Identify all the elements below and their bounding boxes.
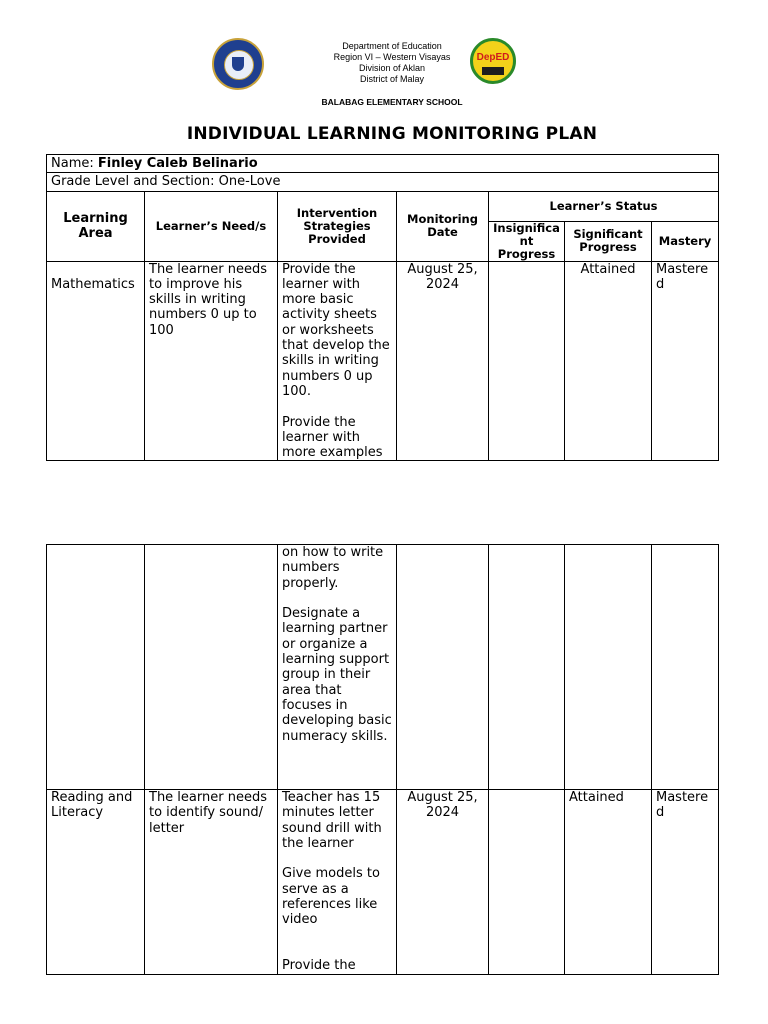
monitoring-table-page2 xyxy=(46,544,719,975)
col-needs: Learner’s Need/s xyxy=(145,191,278,261)
learner-name: Finley Caleb Belinario xyxy=(97,156,258,171)
col-insignificant: Insignifica nt Progress xyxy=(489,221,565,261)
col-mastery: Mastery xyxy=(652,221,719,261)
col-significant: Significant Progress xyxy=(565,221,652,261)
col-learning-area: Learning Area xyxy=(47,191,145,261)
deped-logo: DepED xyxy=(470,38,516,84)
cell-mastery: Mastere d xyxy=(652,261,719,461)
cell-significant: Attained xyxy=(565,261,652,461)
cell-significant: Attained xyxy=(565,790,652,975)
name-label: Name: xyxy=(51,156,98,171)
monitoring-table-page1 xyxy=(46,154,719,461)
cell-area: Mathematics xyxy=(47,261,145,461)
col-strategies: Intervention Strategies Provided xyxy=(278,191,397,261)
col-date: Monitoring Date xyxy=(397,191,489,261)
cell-date: August 25, 2024 xyxy=(397,790,489,975)
dept-line: Region VI – Western Visayas xyxy=(333,52,451,62)
cell-significant xyxy=(565,545,652,790)
cell-insignificant xyxy=(489,545,565,790)
table-row xyxy=(47,545,719,790)
page-title: INDIVIDUAL LEARNING MONITORING PLAN xyxy=(186,124,598,144)
header-row xyxy=(47,191,719,221)
cell-strategies: Teacher has 15 minutes letter sound drill with the learner Give models to serve as a references like video Provide the xyxy=(278,790,397,975)
grade-row xyxy=(47,173,719,191)
cell-date: August 25, 2024 xyxy=(397,261,489,461)
cell-insignificant xyxy=(489,261,565,461)
cell-mastery: Mastere d xyxy=(652,790,719,975)
dept-line: Department of Education xyxy=(342,41,442,51)
dept-line: District of Malay xyxy=(359,74,424,84)
cell-date xyxy=(397,545,489,790)
cell-needs: The learner needs to identify sound/ letter xyxy=(145,790,278,975)
col-status: Learner’s Status xyxy=(489,191,719,221)
cell-area: Reading and Literacy xyxy=(47,790,145,975)
name-row xyxy=(47,155,719,173)
grade-section: Grade Level and Section: One-Love xyxy=(47,173,719,191)
cell-area xyxy=(47,545,145,790)
table-row xyxy=(47,790,719,975)
cell-insignificant xyxy=(489,790,565,975)
cell-strategies: on how to write numbers properly. Designate a learning partner or organize a learning support group in their area that focuses in developing basic numeracy skills. xyxy=(278,545,397,790)
school-name: BALABAG ELEMENTARY SCHOOL xyxy=(321,97,463,107)
cell-needs xyxy=(145,545,278,790)
cell-strategies: Provide the learner with more basic activity sheets or worksheets that develop the skills in writing numbers 0 up 100. Provide the learner with more examples xyxy=(278,261,397,461)
cell-needs: The learner needs to improve his skills in writing numbers 0 up to 100 xyxy=(145,261,278,461)
department-header xyxy=(300,41,484,85)
table-row xyxy=(47,261,719,461)
dept-line: Division of Aklan xyxy=(358,63,426,73)
deped-seal-logo xyxy=(212,38,264,90)
cell-mastery xyxy=(652,545,719,790)
